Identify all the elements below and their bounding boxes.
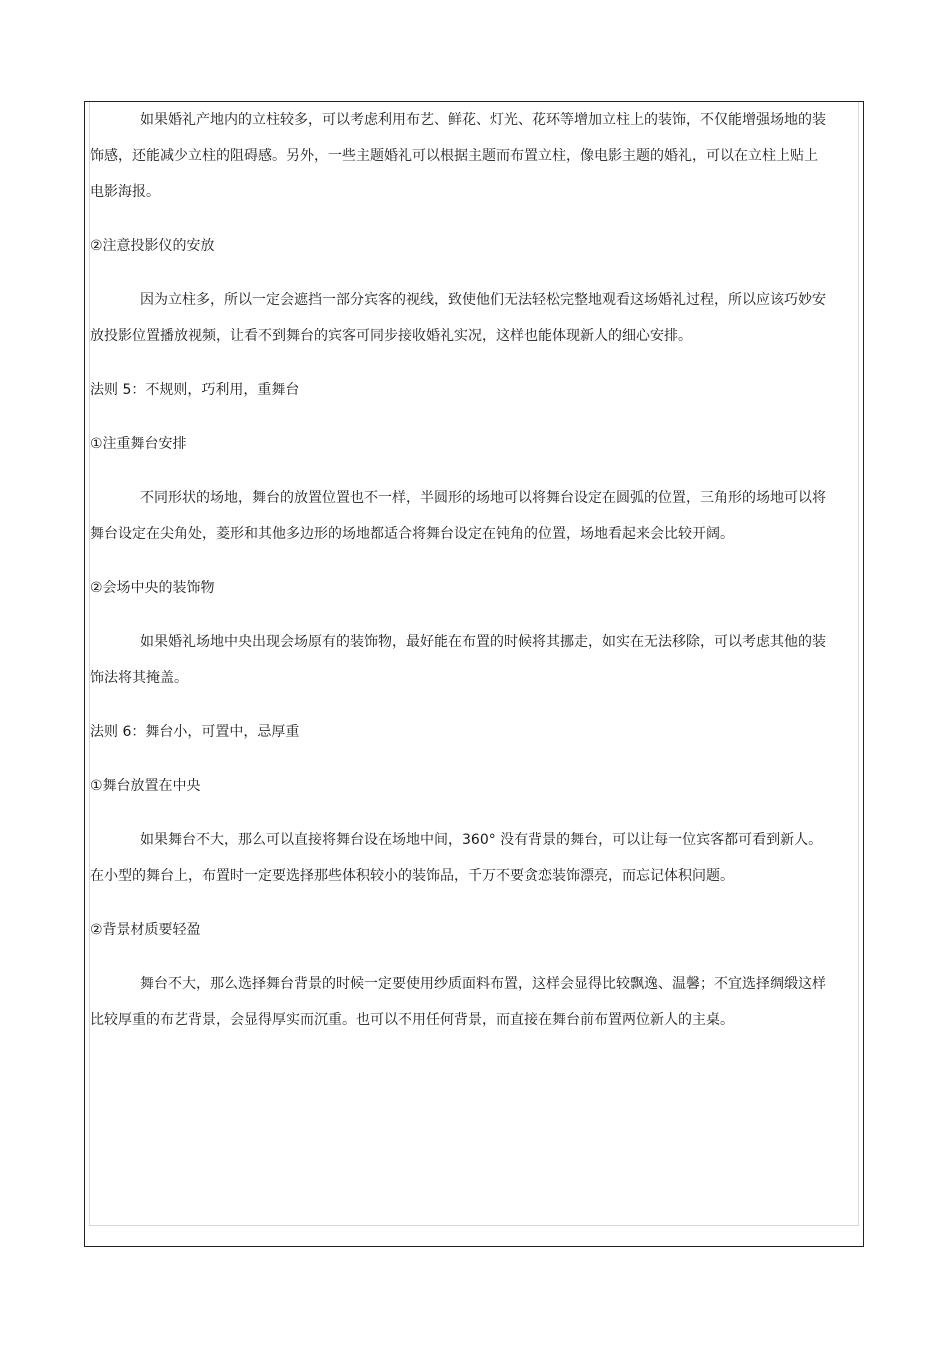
heading-stage-arrangement: ①注重舞台安排 [90,436,187,452]
heading-stage-center: ①舞台放置在中央 [90,778,201,794]
heading-rule-5: 法则 5：不规则，巧利用，重舞台 [90,382,300,398]
heading-projector: ②注意投影仪的安放 [90,238,215,254]
heading-rule-6: 法则 6：舞台小，可置中，忌厚重 [90,724,300,740]
paragraph-projector: 因为立柱多，所以一定会遮挡一部分宾客的视线，致使他们无法轻松完整地观看这场婚礼过程，所以应该巧妙安放投影位置播放视频，让看不到舞台的宾客可同步接收婚礼实况，这样也能体现新人的细心安排。 [90,292,826,344]
heading-light-backdrop: ②背景材质要轻盈 [90,922,201,938]
heading-center-decoration: ②会场中央的装饰物 [90,580,215,596]
content-frame [84,101,864,1247]
paragraph-light-backdrop: 舞台不大，那么选择舞台背景的时候一定要使用纱质面料布置，这样会显得比较飘逸、温馨；不宜选择绸缎这样比较厚重的布艺背景，会显得厚实而沉重。也可以不用任何背景，而直接在舞台前布置两位新人的主桌。 [90,976,826,1028]
paragraph-stage-arrangement: 不同形状的场地，舞台的放置位置也不一样，半圆形的场地可以将舞台设定在圆弧的位置，三角形的场地可以将舞台设定在尖角处，菱形和其他多边形的场地都适合将舞台设定在钝角的位置，场地看起来会比较开阔。 [90,490,826,542]
paragraph-pillar-decoration: 如果婚礼产地内的立柱较多，可以考虑利用布艺、鲜花、灯光、花环等增加立柱上的装饰，不仅能增强场地的装饰感，还能减少立柱的阻碍感。另外，一些主题婚礼可以根据主题而布置立柱，像电影主题的婚礼，可以在立柱上贴上电影海报。 [90,112,826,200]
document-body [90,102,830,1038]
paragraph-stage-center: 如果舞台不大，那么可以直接将舞台设在场地中间，360° 没有背景的舞台，可以让每一位宾客都可看到新人。在小型的舞台上，布置时一定要选择那些体积较小的装饰品，千万不要贪恋装饰漂亮，而忘记体积问题。 [90,832,823,884]
paragraph-center-decoration: 如果婚礼场地中央出现会场原有的装饰物，最好能在布置的时候将其挪走，如实在无法移除，可以考虑其他的装饰法将其掩盖。 [90,634,826,686]
